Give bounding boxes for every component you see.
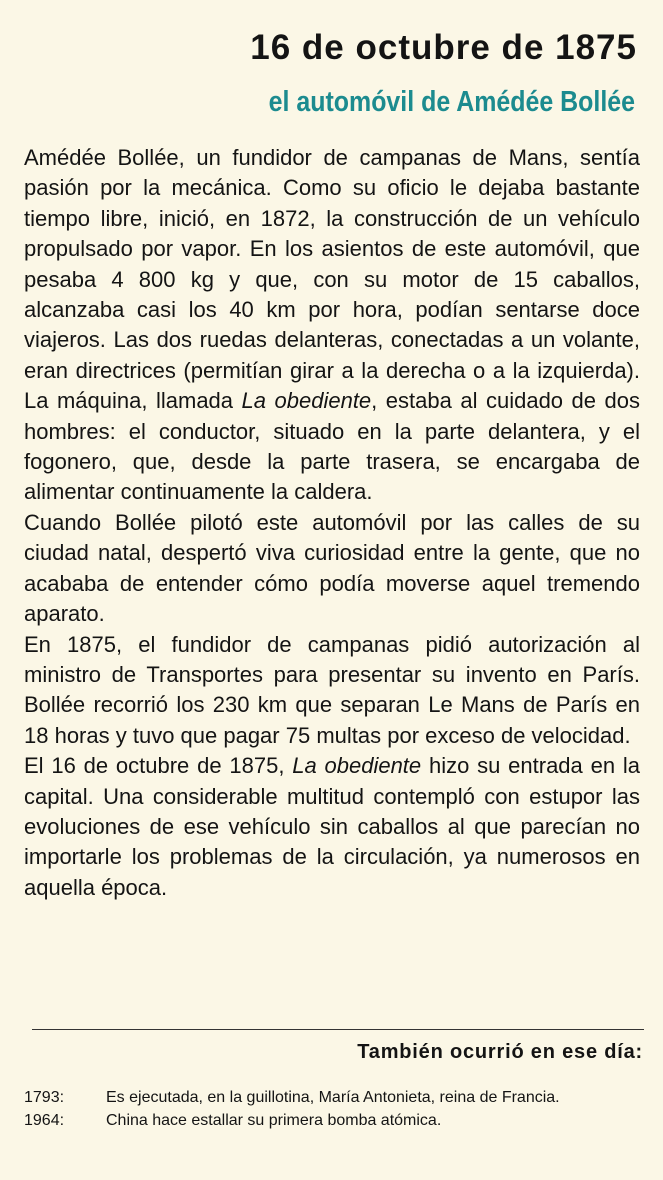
article-paragraph-4: [24, 751, 640, 903]
article-paragraph-2: Cuando Bollée pilotó este automóvil por las calles de su ciudad natal, despertó viva curiosidad entre la gente, que no acababa de entender cómo podía moverse aquel tremendo aparato.: [24, 509, 640, 627]
paragraph-text: Amédée Bollée, un fundidor de campanas de Mans, sentía pasión por la mecánica. Como su oficio le dejaba bastante tiempo libre, inició, en 1872, la construcción de un vehículo propulsado por vapor. En los asientos de este automóvil, que pesaba 4 800 kg y que, con su motor de 15 caballos, alcanzaba casi los 40 km por hora, podían sentarse doce viajeros. Las dos ruedas delanteras, conectadas a un volante, eran directrices (permitían girar a la derecha o a la izquierda). La máquina, llamada: [24, 145, 640, 414]
page-subtitle: el automóvil de Amédée Bollée: [268, 86, 635, 118]
also-happened-heading: También ocurrió en ese día:: [357, 1041, 643, 1063]
article-paragraph-1: [24, 143, 640, 508]
list-item: [24, 1087, 648, 1108]
italic-title: La obediente: [241, 388, 372, 414]
event-year: 1793:: [24, 1089, 65, 1106]
article-paragraph-3: En 1875, el fundidor de campanas pidió autorización al ministro de Transportes para presentar su invento en París. Bollée recorrió los 230 km que separan Le Mans de París en 18 horas y tuvo que pagar 75 multas por exceso de velocidad.: [24, 631, 640, 748]
paragraph-text: El 16 de octubre de 1875,: [24, 753, 293, 779]
event-year: 1964:: [24, 1112, 65, 1129]
list-item: [24, 1110, 648, 1131]
event-text: Es ejecutada, en la guillotina, María Antonieta, reina de Francia.: [106, 1089, 560, 1106]
event-text: China hace estallar su primera bomba atómica.: [106, 1112, 442, 1129]
paragraph-text: , estaba al cuidado de dos hombres: el conductor, situado en la parte delantera, y el fogonero, que, desde la parte trasera, se encargaba de alimentar continuamente la caldera.: [24, 388, 640, 505]
article-body: [24, 143, 640, 903]
italic-title: La obediente: [292, 753, 422, 779]
section-divider: [32, 1029, 644, 1030]
events-list: [24, 1087, 648, 1133]
paragraph-text: hizo su entrada en la capital. Una considerable multitud contempló con estupor las evoluciones de ese vehículo sin caballos al que parecían no importarle los problemas de la circulación, ya numerosos en aquella época.: [24, 753, 640, 900]
page-title: 16 de octubre de 1875: [250, 28, 637, 67]
